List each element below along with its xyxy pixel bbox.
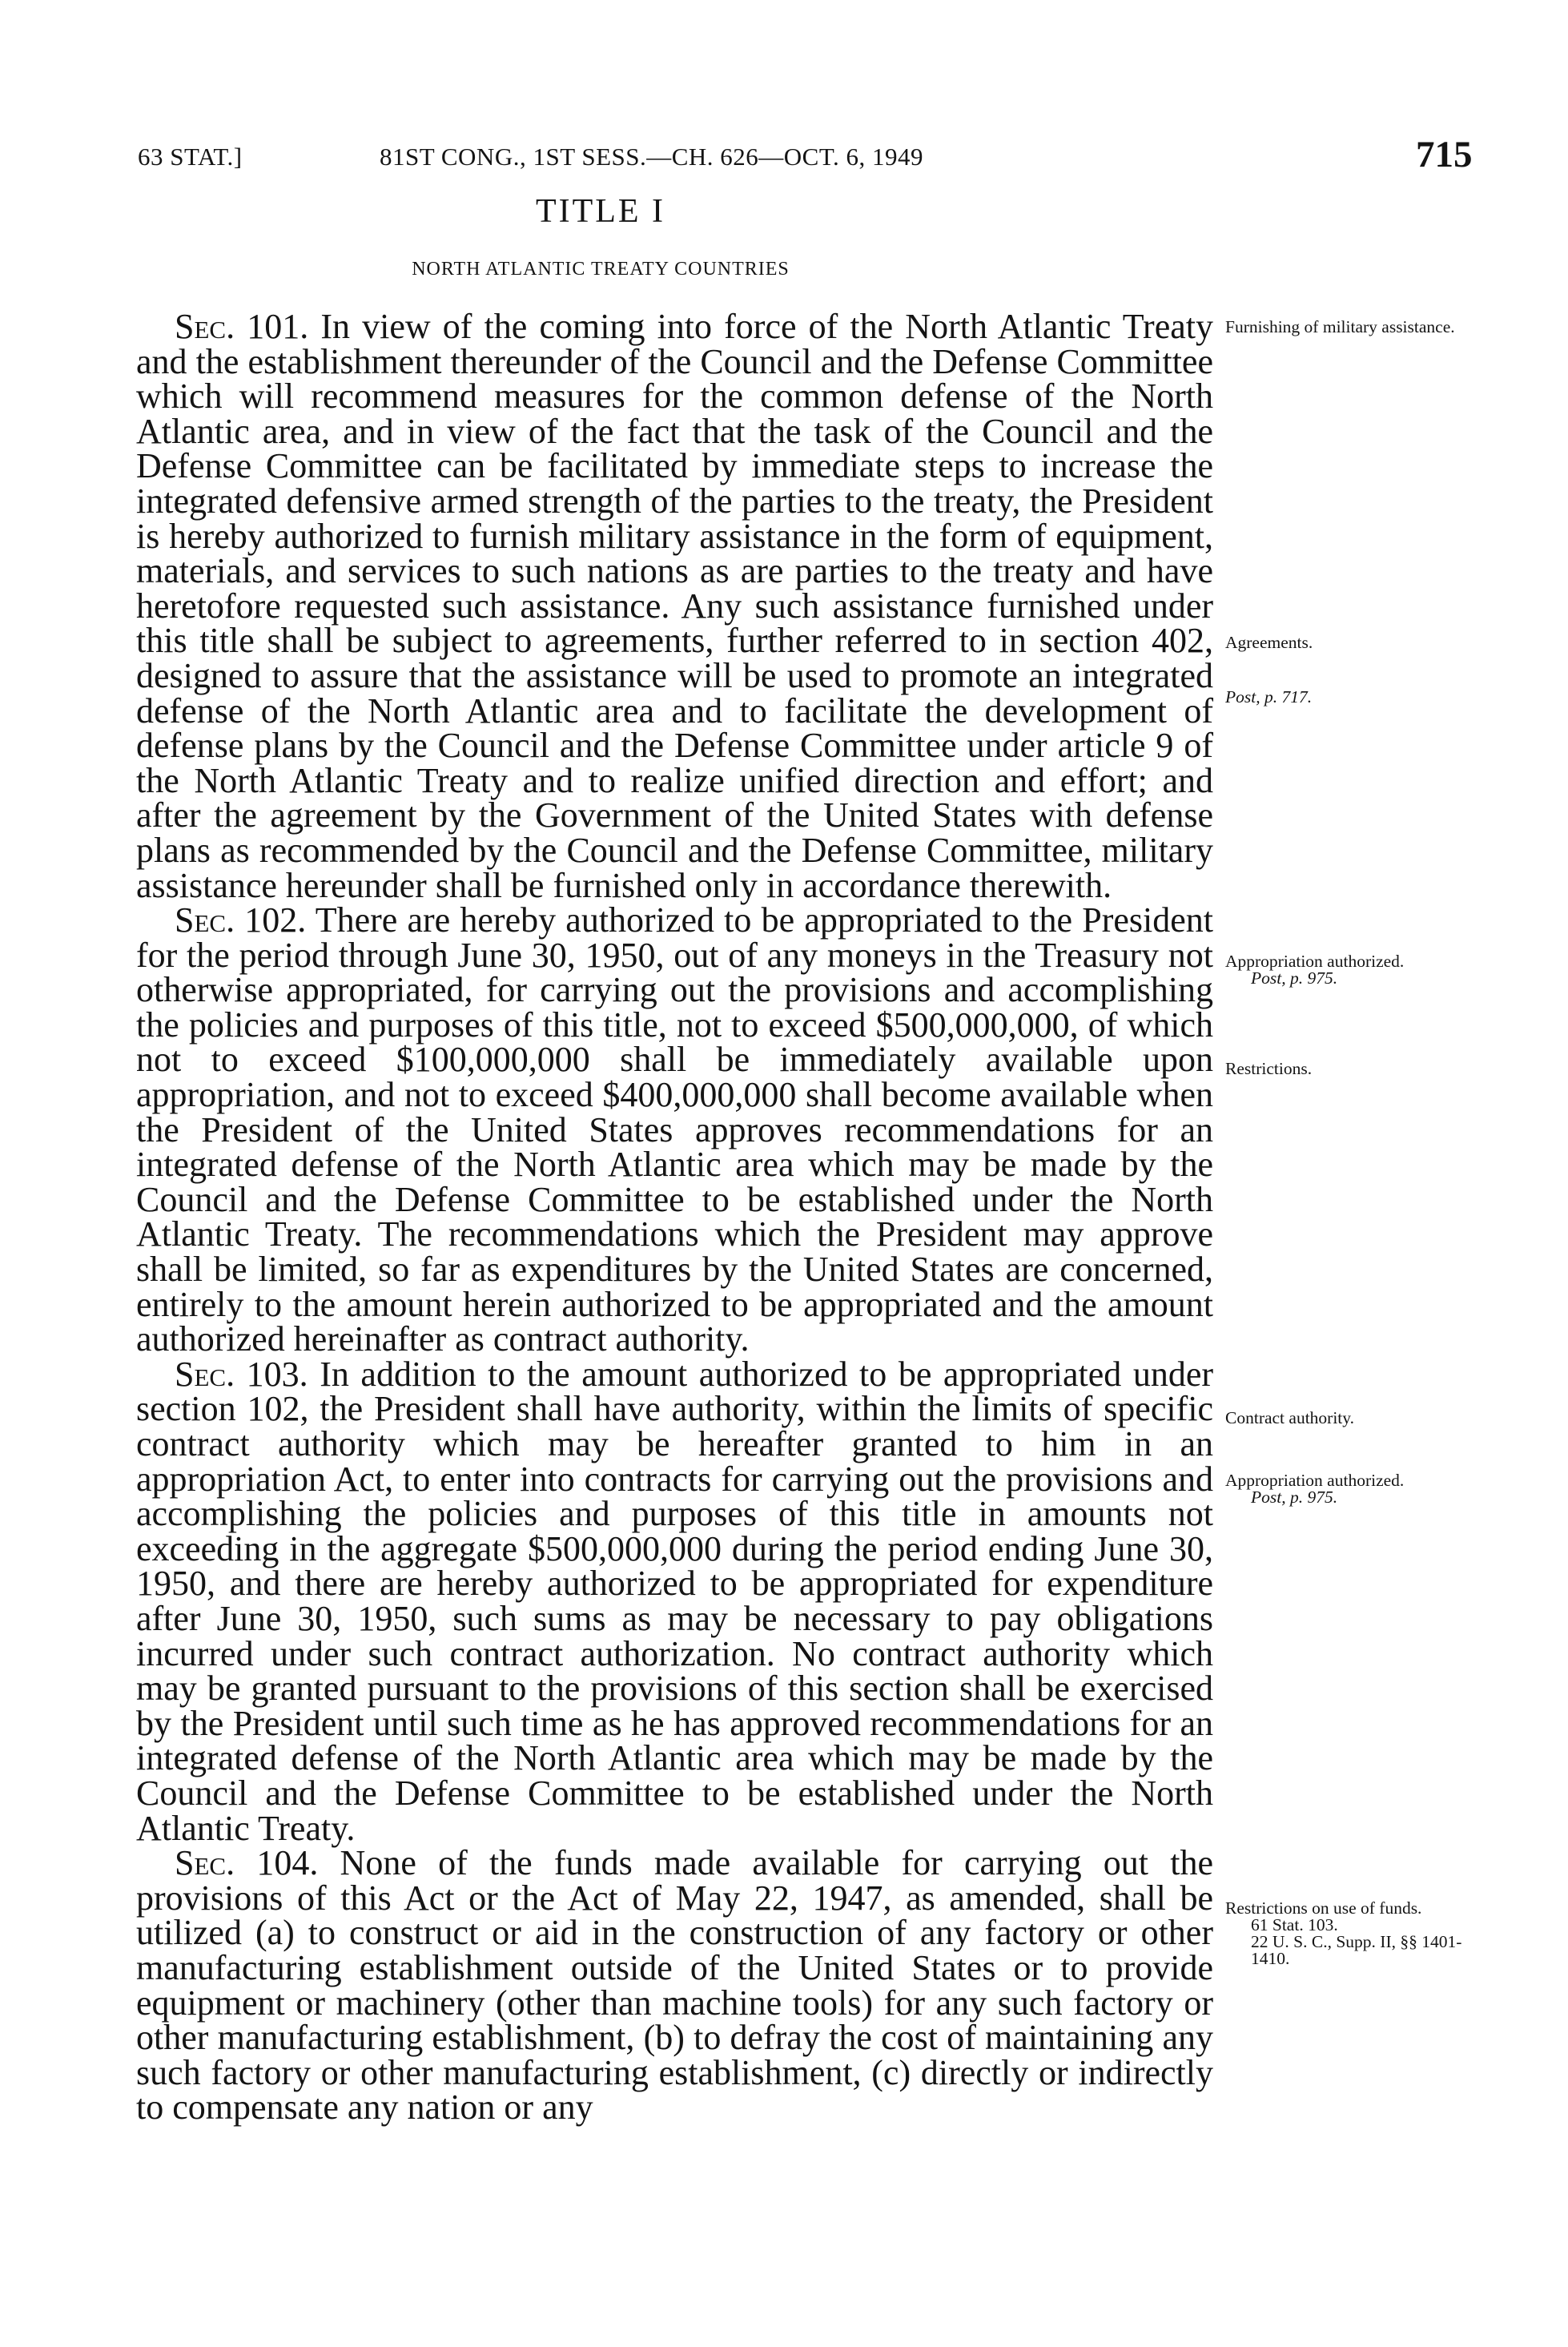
running-header <box>0 134 1568 186</box>
congress-session-citation: 81ST CONG., 1ST SESS.—CH. 626—OCT. 6, 1949 <box>380 143 923 171</box>
margin-note-appropriation-103: Appropriation authorized. Post, p. 975. <box>1225 1471 1405 1507</box>
margin-note-agreements: Agreements. <box>1225 633 1313 652</box>
section-text: 103. In addition to the amount authorized to be appropriated under section 102, the President shall have authority, within the limits of specific contract authority which may be hereafter granted to him in an appropriation Act, to enter into contracts for carrying out the provisions and accomplishing the policies and purposes of this title in amounts not exceeding in the aggregate $500,000,000 during the period ending June 30, 1950, and there are hereby authorized to be appropriated for expenditure after June 30, 1950, such sums as may be necessary to pay obligations incurred under such contract authorization. No contract authority which may be granted pursuant to the provisions of this section shall be exercised by the President until such time as he has approved recommendations for an integrated defense of the North Atlantic area which may be made by the Council and the Defense Committee to be established under the North Atlantic Treaty. <box>136 1354 1213 1848</box>
page-number: 715 <box>1416 134 1473 175</box>
section-101 <box>136 309 1213 903</box>
margin-note-restrictions: Restrictions. <box>1225 1059 1313 1078</box>
section-text: 104. None of the funds made available for carrying out the provisions of this Act or the Act of May 22, 1947, as amended, shall be utilized (a) to construct or aid in the construction of any factory or other manufacturing establishment outside of the United States or to provide equipment or machinery (other than machine tools) for any such factory or other manufacturing establishment, (b) to defray the cost of maintaining any such factory or other manufacturing establishment, (c) directly or indirectly to compensate any nation or any <box>136 1843 1213 2128</box>
section-label: Sec. <box>175 900 235 940</box>
section-103 <box>136 1354 1213 1848</box>
margin-note-restrictions-funds: Restrictions on use of funds. 61 Stat. 103. 22 U. S. C., Supp. II, §§ 1401-1410. <box>1225 1898 1462 1968</box>
section-104 <box>136 1843 1213 2128</box>
statute-volume: 63 STAT.] <box>138 143 243 171</box>
section-label: Sec. <box>175 1843 235 1883</box>
title-subheading: NORTH ATLANTIC TREATY COUNTRIES <box>412 259 790 280</box>
statute-body <box>136 307 1213 2128</box>
margin-note-furnishing: Furnishing of military assistance. <box>1225 317 1455 336</box>
section-label: Sec. <box>175 307 235 346</box>
title-heading: TITLE I <box>535 193 666 230</box>
section-label: Sec. <box>175 1354 235 1394</box>
section-102 <box>136 900 1213 1359</box>
margin-note-contract-authority: Contract authority. <box>1225 1408 1355 1427</box>
section-text: 102. There are hereby authorized to be appropriated to the President for the period through June 30, 1950, out of any moneys in the Treasury not otherwise appropriated, for carrying out the provisions and accomplishing the policies and purposes of this title, not to exceed $500,000,000, of which not to exceed $100,000,000 shall be immediately available upon appropriation, and not to exceed $400,000,000 shall become available when the President of the United States approves recommendations for an integrated defense of the North Atlantic area which may be made by the Council and the Defense Committee to be established under the North Atlantic Treaty. The recommendations which the President may approve shall be limited, so far as expenditures by the United States are concerned, entirely to the amount herein authorized to be appropriated and the amount authorized hereinafter as contract authority. <box>136 900 1213 1359</box>
section-text: 101. In view of the coming into force of the North Atlantic Treaty and the establishment thereunder of the Council and the Defense Committee which will recommend measures for the common defense of the North Atlantic area, and in view of the fact that the task of the Council and the Defense Committee can be facilitated by immediate steps to increase the integrated defensive armed strength of the parties to the treaty, the President is hereby authorized to furnish military assistance in the form of equipment, materials, and services to such nations as are parties to the treaty and have heretofore requested such assistance. Any such assistance furnished under this title shall be subject to agreements, further referred to in section 402, designed to assure that the assistance will be used to promote an integrated defense of the North Atlantic area and to facilitate the development of defense plans by the Council and the Defense Committee under article 9 of the North Atlantic Treaty and to realize unified direction and effort; and after the agreement by the Government of the United States with defense plans as recommended by the Council and the Defense Committee, military assistance hereunder shall be furnished only in accordance therewith. <box>136 307 1213 905</box>
margin-note-appropriation-102: Appropriation authorized. Post, p. 975. <box>1225 952 1405 988</box>
margin-note-post-717: Post, p. 717. <box>1225 687 1313 707</box>
